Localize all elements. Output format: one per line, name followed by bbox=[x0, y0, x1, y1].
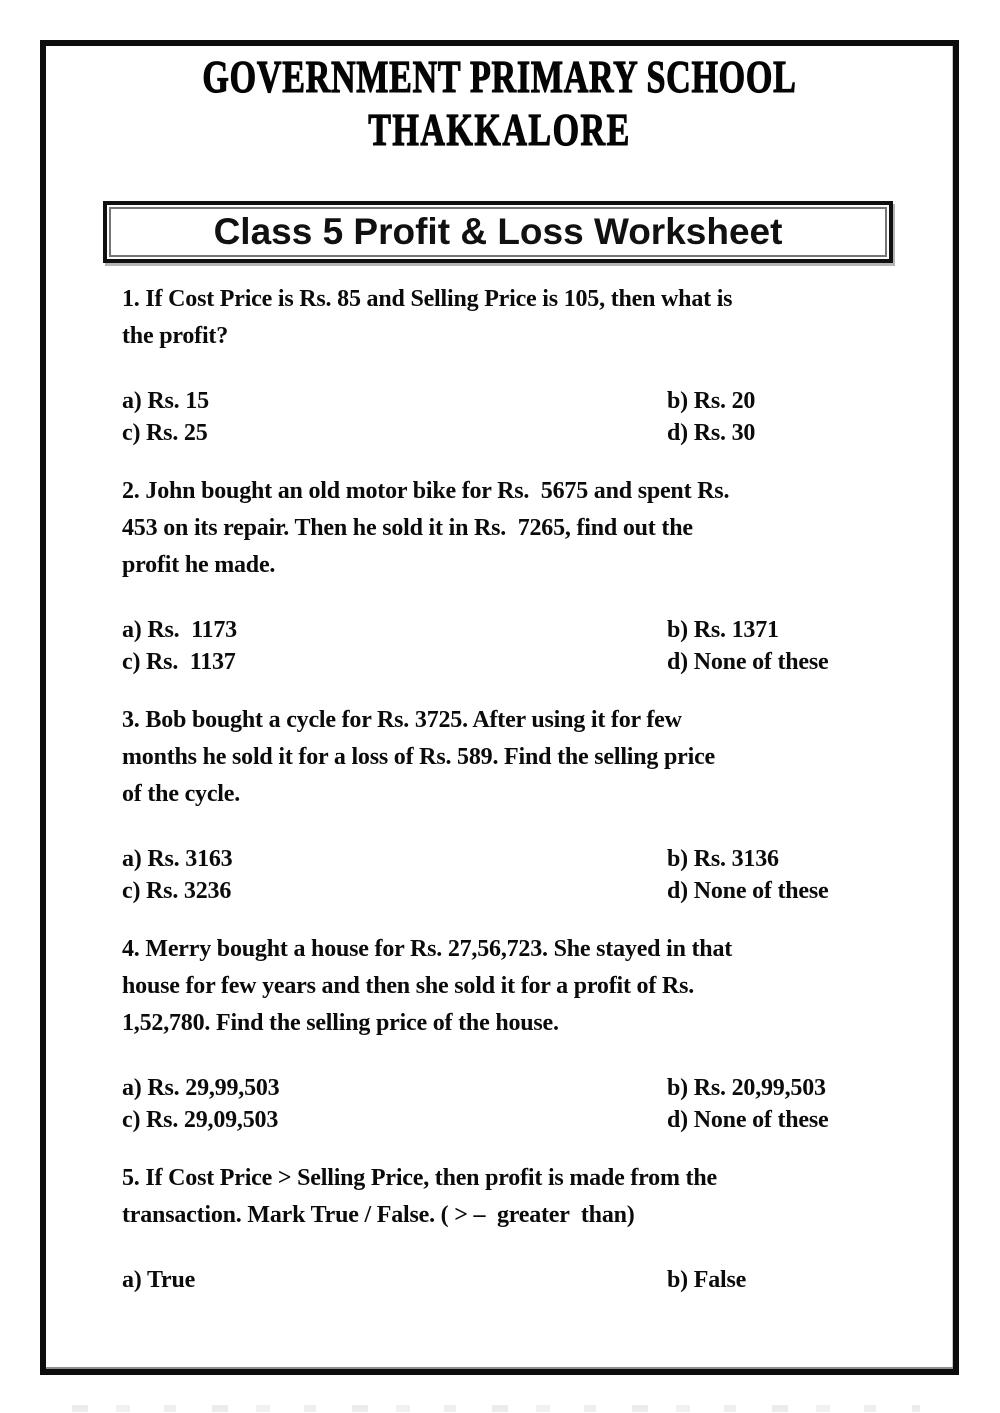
question-1-option-a[interactable]: a) Rs. 15 bbox=[122, 388, 209, 414]
question-3-options bbox=[122, 843, 895, 907]
question-3-option-a[interactable]: a) Rs. 3163 bbox=[122, 846, 233, 872]
worksheet-title-box bbox=[103, 201, 893, 263]
question-2-option-b[interactable]: b) Rs. 1371 bbox=[667, 617, 779, 643]
question-text-line: 2. John bought an old motor bike for Rs. 5675 and spent Rs. bbox=[122, 478, 730, 504]
question-2-option-d[interactable]: d) None of these bbox=[667, 649, 829, 675]
question-3-option-c[interactable]: c) Rs. 3236 bbox=[122, 878, 232, 904]
worksheet-title: Class 5 Profit & Loss Worksheet bbox=[109, 207, 887, 257]
school-header bbox=[46, 52, 953, 155]
question-4-option-d[interactable]: d) None of these bbox=[667, 1107, 829, 1133]
question-1-option-c[interactable]: c) Rs. 25 bbox=[122, 420, 208, 446]
question-2-option-c[interactable]: c) Rs. 1137 bbox=[122, 649, 236, 675]
question-1-text bbox=[122, 281, 895, 355]
question-text-line: 4. Merry bought a house for Rs. 27,56,723. She stayed in that bbox=[122, 936, 733, 962]
page-bottom-cutoff-artifact bbox=[72, 1405, 920, 1412]
school-name-line1: GOVERNMENT PRIMARY SCHOOL bbox=[202, 51, 797, 102]
school-name-line2: THAKKALORE bbox=[368, 104, 631, 155]
question-text-line: transaction. Mark True / False. ( > – greater than) bbox=[122, 1202, 635, 1228]
question-4 bbox=[122, 931, 895, 1136]
question-text-line: profit he made. bbox=[122, 552, 276, 578]
question-text-line: months he sold it for a loss of Rs. 589. Find the selling price bbox=[122, 744, 715, 770]
question-1 bbox=[122, 281, 895, 449]
questions-area bbox=[122, 281, 895, 1296]
question-5-options bbox=[122, 1264, 895, 1296]
question-text-line: 3. Bob bought a cycle for Rs. 3725. After using it for few bbox=[122, 707, 682, 733]
question-2-option-a[interactable]: a) Rs. 1173 bbox=[122, 617, 237, 643]
question-2 bbox=[122, 473, 895, 678]
question-2-text bbox=[122, 473, 895, 584]
question-3-text bbox=[122, 702, 895, 813]
page-border-frame bbox=[40, 40, 959, 1375]
question-4-option-b[interactable]: b) Rs. 20,99,503 bbox=[667, 1075, 826, 1101]
question-text-line: house for few years and then she sold it for a profit of Rs. bbox=[122, 973, 695, 999]
question-4-option-c[interactable]: c) Rs. 29,09,503 bbox=[122, 1107, 279, 1133]
question-5-option-a[interactable]: a) True bbox=[122, 1267, 196, 1293]
question-4-options bbox=[122, 1072, 895, 1136]
question-4-text bbox=[122, 931, 895, 1042]
question-3 bbox=[122, 702, 895, 907]
question-1-option-b[interactable]: b) Rs. 20 bbox=[667, 388, 756, 414]
question-5 bbox=[122, 1160, 895, 1296]
question-5-text bbox=[122, 1160, 895, 1234]
question-2-options bbox=[122, 614, 895, 678]
question-3-option-b[interactable]: b) Rs. 3136 bbox=[667, 846, 779, 872]
question-1-option-d[interactable]: d) Rs. 30 bbox=[667, 420, 756, 446]
question-text-line: of the cycle. bbox=[122, 781, 241, 807]
question-4-option-a[interactable]: a) Rs. 29,99,503 bbox=[122, 1075, 280, 1101]
question-text-line: 1,52,780. Find the selling price of the house. bbox=[122, 1010, 559, 1036]
question-3-option-d[interactable]: d) None of these bbox=[667, 878, 829, 904]
question-text-line: 1. If Cost Price is Rs. 85 and Selling Price is 105, then what is bbox=[122, 286, 733, 312]
question-text-line: 5. If Cost Price > Selling Price, then profit is made from the bbox=[122, 1165, 717, 1191]
question-1-options bbox=[122, 385, 895, 449]
question-text-line: the profit? bbox=[122, 323, 229, 349]
question-5-option-b[interactable]: b) False bbox=[667, 1267, 747, 1293]
question-text-line: 453 on its repair. Then he sold it in Rs. 7265, find out the bbox=[122, 515, 693, 541]
